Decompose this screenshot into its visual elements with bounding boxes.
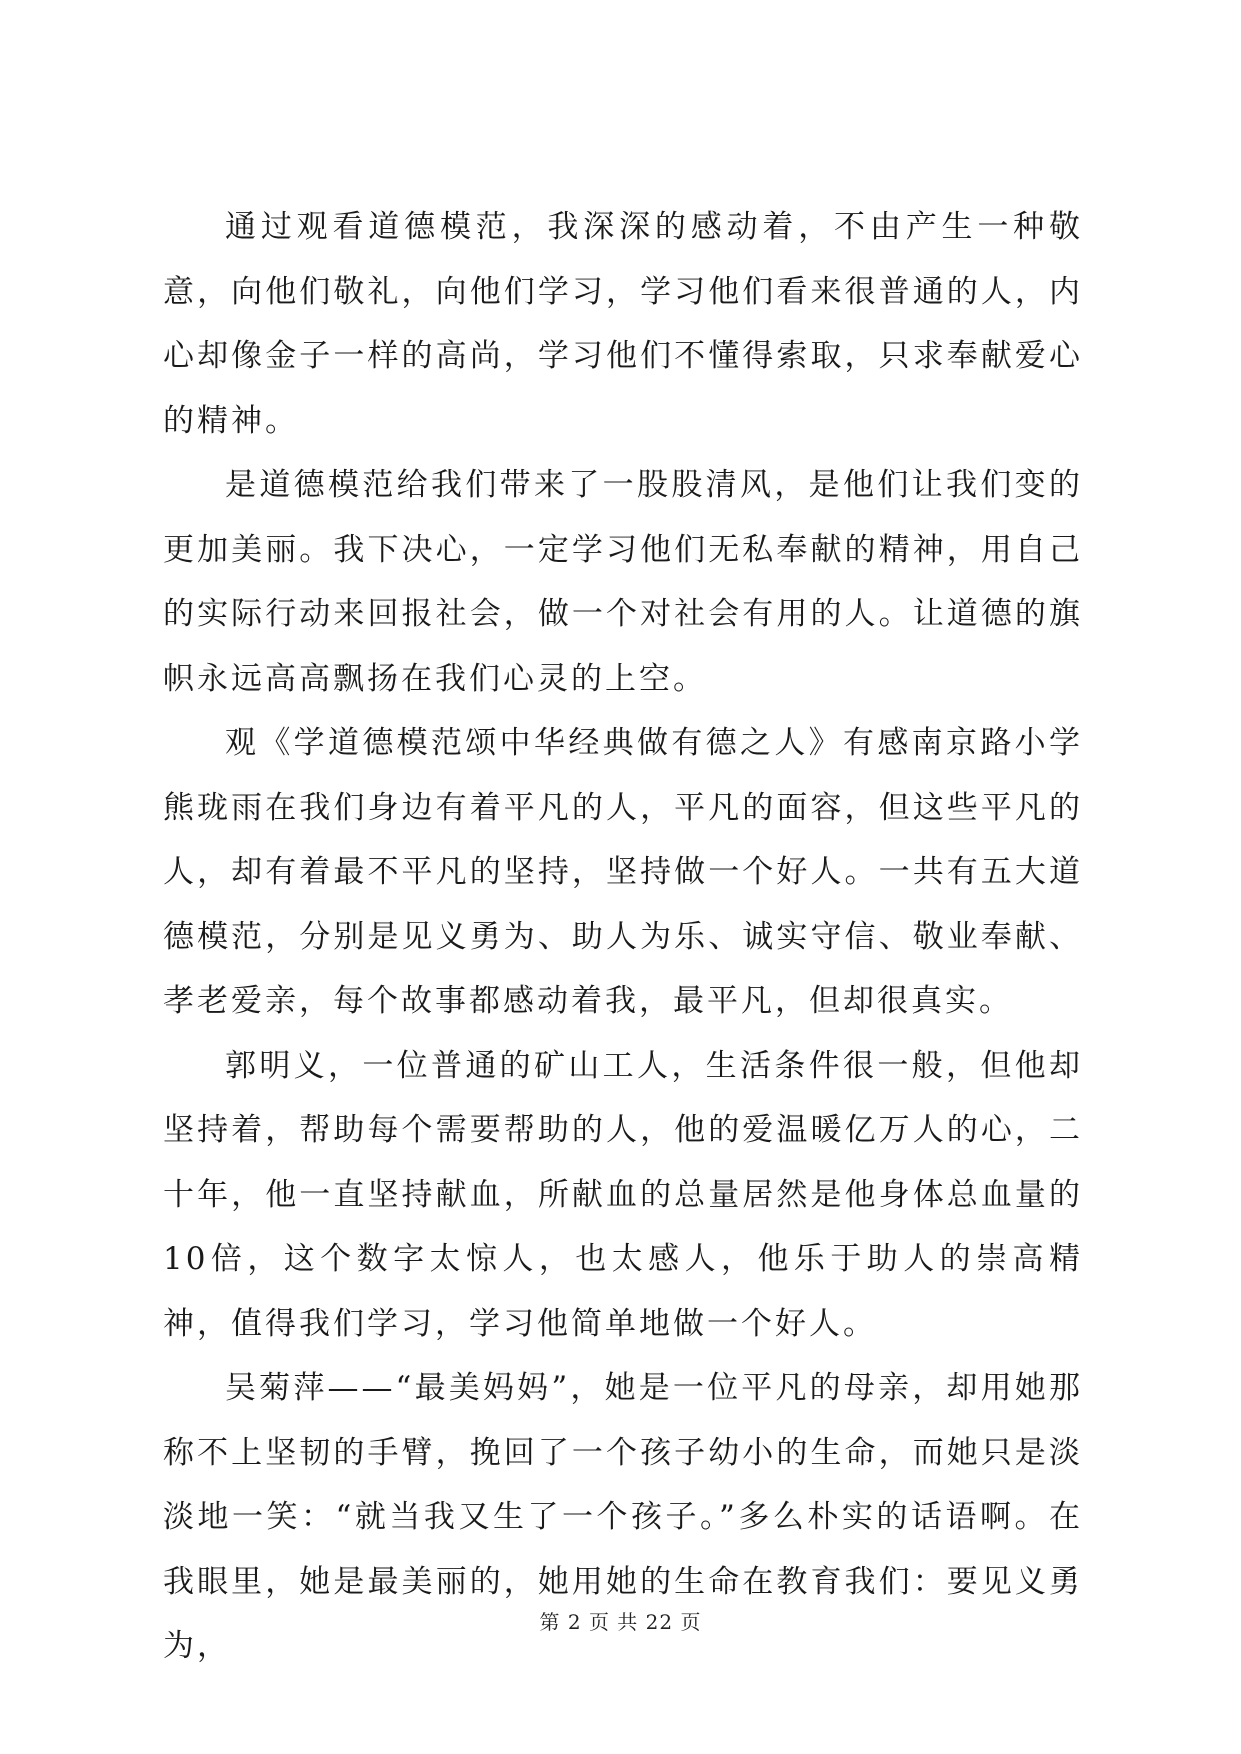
paragraph: 郭明义，一位普通的矿山工人，生活条件很一般，但他却坚持着，帮助每个需要帮助的人，他的爱温暖亿万人的心，二十年，他一直坚持献血，所献血的总量居然是他身体总血量的10倍，这个数字太惊人，也太感人，他乐于助人的崇高精神，值得我们学习，学习他简单地做一个好人。	[163, 1047, 1083, 1342]
paragraph: 吴菊萍——“最美妈妈”，她是一位平凡的母亲，却用她那称不上坚韧的手臂，挽回了一个孩子幼小的生命，而她只是淡淡地一笑：“就当我又生了一个孩子。”多么朴实的话语啊。在我眼里，她是最美丽的，她用她的生命在教育我们：要见义勇为，	[163, 1370, 1083, 1664]
paragraph: 观《学道德模范颂中华经典做有德之人》有感南京路小学熊珑雨在我们身边有着平凡的人，平凡的面容，但这些平凡的人，却有着最不平凡的坚持，坚持做一个好人。一共有五大道德模范，分别是见义勇为、助人为乐、诚实守信、敬业奉献、孝老爱亲，每个故事都感动着我，最平凡，但却很真实。	[163, 725, 1083, 1019]
document-body	[163, 195, 1083, 1679]
page-number-footer: 第 2 页 共 22 页	[539, 1610, 702, 1634]
paragraph: 通过观看道德模范，我深深的感动着，不由产生一种敬意，向他们敬礼，向他们学习，学习他们看来很普通的人，内心却像金子一样的高尚，学习他们不懂得索取，只求奉献爱心的精神。	[163, 209, 1083, 439]
paragraph: 是道德模范给我们带来了一股股清风，是他们让我们变的更加美丽。我下决心，一定学习他们无私奉献的精神，用自己的实际行动来回报社会，做一个对社会有用的人。让道德的旗帜永远高高飘扬在我们心灵的上空。	[163, 467, 1083, 697]
